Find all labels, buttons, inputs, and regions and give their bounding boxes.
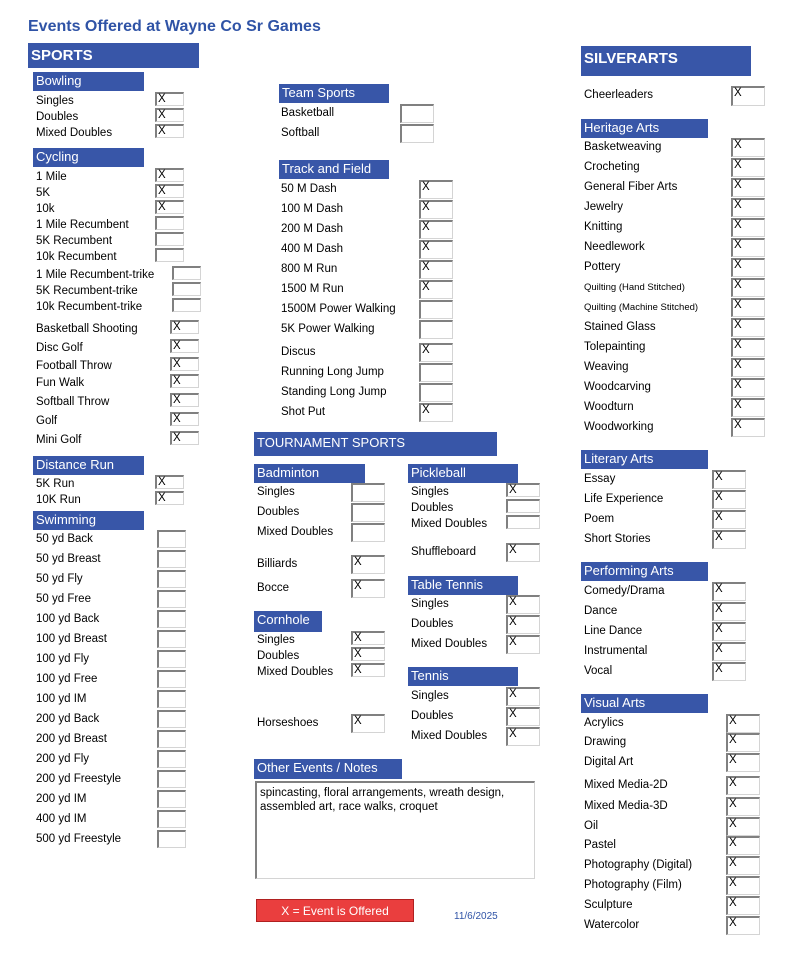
sport-label: Disc Golf [36,342,83,354]
heritage-checkbox[interactable]: X [731,138,765,157]
heritage-checkbox[interactable]: X [731,298,765,317]
heritage-checkbox[interactable]: X [731,178,765,197]
heritage-checkbox[interactable]: X [731,278,765,297]
swimming-label: 100 yd IM [36,693,87,705]
performing-header: Performing Arts [581,562,708,581]
heritage-label: Pottery [584,261,621,273]
literary-checkbox[interactable]: X [712,510,746,529]
cornhole-label: Doubles [257,650,300,662]
tournament-header: TOURNAMENT SPORTS [254,432,497,456]
track-field-label: Standing Long Jump [281,386,387,398]
swimming-checkbox[interactable] [157,650,186,668]
heritage-label: Tolepainting [584,341,646,353]
cycling-checkbox[interactable] [155,216,184,230]
distance-run-checkbox[interactable]: X [155,475,184,489]
cycling-checkbox[interactable]: X [155,184,184,198]
visual-checkbox[interactable]: X [726,856,760,875]
swimming-checkbox[interactable] [157,630,186,648]
visual-checkbox[interactable]: X [726,817,760,836]
visual-header: Visual Arts [581,694,708,713]
bocce-label: Bocce [257,582,289,594]
swimming-checkbox[interactable] [157,750,186,768]
badminton-label: Doubles [257,506,300,518]
pickleball-checkbox[interactable]: X [506,483,540,497]
sport-label: Softball Throw [36,396,110,408]
sport-label: Basketball Shooting [36,323,138,335]
table-tennis-checkbox[interactable]: X [506,595,540,614]
swimming-checkbox[interactable] [157,550,186,568]
heritage-checkbox[interactable]: X [731,418,765,437]
notes-textarea[interactable]: spincasting, floral arrangements, wreath design, assembled art, race walks, croquet [255,781,535,879]
heritage-label: Stained Glass [584,321,656,333]
visual-label: Photography (Digital) [584,859,693,871]
sports-header: SPORTS [28,43,199,68]
cycling-label: 5K Recumbent-trike [36,285,138,297]
bowling-checkbox[interactable]: X [155,108,184,122]
swimming-label: 50 yd Back [36,533,93,545]
sport-label: Football Throw [36,360,112,372]
swimming-checkbox[interactable] [157,710,186,728]
badminton-checkbox[interactable] [351,483,385,502]
heritage-checkbox[interactable]: X [731,338,765,357]
track-field-label: Running Long Jump [281,366,384,378]
tennis-checkbox[interactable]: X [506,687,540,706]
performing-checkbox[interactable]: X [712,642,746,661]
visual-checkbox[interactable]: X [726,733,760,752]
swimming-label: 100 yd Free [36,673,98,685]
heritage-label: Quilting (Hand Stitched) [584,282,685,293]
track-field-label: 800 M Run [281,263,338,275]
silverarts-header: SILVERARTS [581,46,751,76]
tennis-checkbox[interactable]: X [506,727,540,746]
track-field-label: 400 M Dash [281,243,344,255]
swimming-label: 200 yd Freestyle [36,773,122,785]
heritage-checkbox[interactable]: X [731,378,765,397]
track-field-label: 1500 M Run [281,283,344,295]
cycling-checkbox[interactable] [172,266,201,280]
table-tennis-checkbox[interactable]: X [506,635,540,654]
cycling-checkbox[interactable] [172,298,201,312]
tennis-label: Mixed Doubles [411,730,488,742]
sport-checkbox[interactable]: X [170,393,199,407]
distance-run-checkbox[interactable]: X [155,491,184,505]
badminton-header: Badminton [254,464,365,483]
visual-label: Digital Art [584,756,634,768]
heritage-label: General Fiber Arts [584,181,678,193]
page-title: Events Offered at Wayne Co Sr Games [28,18,321,35]
cycling-label: 1 Mile Recumbent-trike [36,269,155,281]
cycling-header: Cycling [33,148,144,167]
tennis-label: Doubles [411,710,454,722]
distance-run-header: Distance Run [33,456,144,475]
literary-checkbox[interactable]: X [712,490,746,509]
bowling-label: Singles [36,95,74,107]
track-field-checkbox[interactable]: X [419,343,453,362]
visual-checkbox[interactable]: X [726,916,760,935]
visual-checkbox[interactable]: X [726,797,760,816]
team-sports-header: Team Sports [279,84,389,103]
cheerleaders-label: Cheerleaders [584,89,654,101]
literary-checkbox[interactable]: X [712,470,746,489]
horseshoes-checkbox[interactable]: X [351,714,385,733]
cycling-checkbox[interactable]: X [155,168,184,182]
swimming-header: Swimming [33,511,144,530]
swimming-label: 200 yd Back [36,713,100,725]
performing-label: Dance [584,605,618,617]
cycling-label: 5K Recumbent [36,235,113,247]
track-field-checkbox[interactable] [419,320,453,339]
swimming-checkbox[interactable] [157,810,186,828]
swimming-label: 100 yd Fly [36,653,90,665]
swimming-label: 50 yd Free [36,593,91,605]
pickleball-label: Mixed Doubles [411,518,488,530]
literary-label: Short Stories [584,533,651,545]
horseshoes-label: Horseshoes [257,717,319,729]
badminton-label: Mixed Doubles [257,526,334,538]
bowling-label: Mixed Doubles [36,127,113,139]
swimming-label: 100 yd Back [36,613,100,625]
swimming-label: 50 yd Fly [36,573,83,585]
bowling-checkbox[interactable]: X [155,124,184,138]
track-field-checkbox[interactable]: X [419,200,453,219]
sport-label: Golf [36,415,58,427]
swimming-label: 200 yd IM [36,793,87,805]
pickleball-checkbox[interactable] [506,515,540,529]
swimming-checkbox[interactable] [157,570,186,588]
shuffleboard-checkbox[interactable]: X [506,543,540,562]
cycling-label: 1 Mile Recumbent [36,219,129,231]
heritage-checkbox[interactable]: X [731,158,765,177]
badminton-label: Singles [257,486,295,498]
heritage-label: Quilting (Machine Stitched) [584,302,699,313]
track-field-label: 5K Power Walking [281,323,375,335]
visual-label: Oil [584,820,599,832]
heritage-checkbox[interactable]: X [731,318,765,337]
visual-checkbox[interactable]: X [726,876,760,895]
visual-label: Mixed Media-3D [584,800,668,812]
visual-label: Mixed Media-2D [584,779,668,791]
visual-label: Watercolor [584,919,640,931]
cornhole-checkbox[interactable]: X [351,647,385,661]
track-field-checkbox[interactable] [419,383,453,402]
heritage-checkbox[interactable]: X [731,358,765,377]
swimming-label: 200 yd Fly [36,753,90,765]
track-field-checkbox[interactable]: X [419,260,453,279]
track-field-label: 1500M Power Walking [281,303,396,315]
team-sports-checkbox[interactable] [400,104,434,123]
distance-run-label: 5K Run [36,478,75,490]
performing-checkbox[interactable]: X [712,582,746,601]
track-field-label: Shot Put [281,406,326,418]
swimming-checkbox[interactable] [157,730,186,748]
track-field-label: Discus [281,346,316,358]
cycling-label: 10k [36,203,55,215]
visual-checkbox[interactable]: X [726,896,760,915]
heritage-checkbox[interactable]: X [731,218,765,237]
bowling-checkbox[interactable]: X [155,92,184,106]
bocce-checkbox[interactable]: X [351,579,385,598]
table-tennis-header: Table Tennis [408,576,518,595]
cycling-checkbox[interactable]: X [155,200,184,214]
swimming-label: 400 yd IM [36,813,87,825]
other-events-header: Other Events / Notes [254,759,402,779]
performing-checkbox[interactable]: X [712,622,746,641]
visual-label: Drawing [584,736,627,748]
performing-checkbox[interactable]: X [712,662,746,681]
heritage-label: Crocheting [584,161,640,173]
performing-label: Vocal [584,665,613,677]
tennis-label: Singles [411,690,449,702]
bowling-label: Doubles [36,111,79,123]
performing-label: Comedy/Drama [584,585,665,597]
swimming-label: 500 yd Freestyle [36,833,122,845]
tennis-checkbox[interactable]: X [506,707,540,726]
badminton-checkbox[interactable] [351,503,385,522]
swimming-checkbox[interactable] [157,590,186,608]
heritage-checkbox[interactable]: X [731,398,765,417]
cornhole-checkbox[interactable]: X [351,663,385,677]
swimming-checkbox[interactable] [157,790,186,808]
shuffleboard-label: Shuffleboard [411,546,477,558]
swimming-label: 200 yd Breast [36,733,107,745]
badminton-checkbox[interactable] [351,523,385,542]
literary-checkbox[interactable]: X [712,530,746,549]
pickleball-checkbox[interactable] [506,499,540,513]
visual-label: Pastel [584,839,616,851]
performing-label: Instrumental [584,645,648,657]
pickleball-label: Doubles [411,502,454,514]
legend-badge: X = Event is Offered [256,899,414,922]
team-sports-label: Basketball [281,107,335,119]
heritage-label: Woodturn [584,401,634,413]
distance-run-label: 10K Run [36,494,81,506]
cycling-label: 10k Recumbent-trike [36,301,143,313]
heritage-label: Woodcarving [584,381,651,393]
visual-checkbox[interactable]: X [726,714,760,733]
sport-checkbox[interactable]: X [170,339,199,353]
cycling-label: 1 Mile [36,171,67,183]
heritage-label: Weaving [584,361,629,373]
swimming-checkbox[interactable] [157,690,186,708]
team-sports-label: Softball [281,127,320,139]
track-field-checkbox[interactable]: X [419,280,453,299]
heritage-label: Woodworking [584,421,654,433]
billiards-label: Billiards [257,558,298,570]
pickleball-header: Pickleball [408,464,518,483]
heritage-label: Needlework [584,241,645,253]
performing-label: Line Dance [584,625,643,637]
sport-checkbox[interactable]: X [170,320,199,334]
pickleball-label: Singles [411,486,449,498]
visual-label: Sculpture [584,899,633,911]
track-field-label: 200 M Dash [281,223,344,235]
table-tennis-label: Mixed Doubles [411,638,488,650]
track-field-checkbox[interactable]: X [419,240,453,259]
sport-checkbox[interactable]: X [170,357,199,371]
table-tennis-label: Doubles [411,618,454,630]
heritage-header: Heritage Arts [581,119,708,138]
swimming-checkbox[interactable] [157,670,186,688]
cornhole-checkbox[interactable]: X [351,631,385,645]
visual-checkbox[interactable]: X [726,776,760,795]
track-field-checkbox[interactable] [419,300,453,319]
table-tennis-label: Singles [411,598,449,610]
cycling-label: 5K [36,187,51,199]
cycling-checkbox[interactable] [172,282,201,296]
cycling-checkbox[interactable] [155,248,184,262]
swimming-checkbox[interactable] [157,830,186,848]
track-field-label: 50 M Dash [281,183,337,195]
sport-checkbox[interactable]: X [170,431,199,445]
track-field-header: Track and Field [279,160,389,179]
team-sports-checkbox[interactable] [400,124,434,143]
track-field-checkbox[interactable]: X [419,180,453,199]
billiards-checkbox[interactable]: X [351,555,385,574]
sport-checkbox[interactable]: X [170,412,199,426]
track-field-checkbox[interactable] [419,363,453,382]
cycling-label: 10k Recumbent [36,251,117,263]
heritage-checkbox[interactable]: X [731,198,765,217]
track-field-label: 100 M Dash [281,203,344,215]
swimming-label: 50 yd Breast [36,553,101,565]
performing-checkbox[interactable]: X [712,602,746,621]
track-field-checkbox[interactable]: X [419,220,453,239]
heritage-label: Jewelry [584,201,623,213]
tennis-header: Tennis [408,667,518,686]
sport-checkbox[interactable]: X [170,374,199,388]
swimming-checkbox[interactable] [157,530,186,548]
sport-label: Fun Walk [36,377,85,389]
heritage-checkbox[interactable]: X [731,238,765,257]
literary-label: Life Experience [584,493,664,505]
bowling-header: Bowling [33,72,144,91]
literary-label: Poem [584,513,615,525]
date-text: 11/6/2025 [454,911,498,922]
heritage-checkbox[interactable]: X [731,258,765,277]
literary-header: Literary Arts [581,450,708,469]
cornhole-header: Cornhole [254,611,322,632]
sport-label: Mini Golf [36,434,82,446]
swimming-checkbox[interactable] [157,610,186,628]
visual-label: Photography (Film) [584,879,682,891]
visual-checkbox[interactable]: X [726,836,760,855]
visual-checkbox[interactable]: X [726,753,760,772]
heritage-label: Knitting [584,221,623,233]
heritage-label: Basketweaving [584,141,662,153]
swimming-label: 100 yd Breast [36,633,107,645]
cornhole-label: Singles [257,634,295,646]
table-tennis-checkbox[interactable]: X [506,615,540,634]
track-field-checkbox[interactable]: X [419,403,453,422]
visual-label: Acrylics [584,717,624,729]
cornhole-label: Mixed Doubles [257,666,334,678]
cheerleaders-checkbox[interactable]: X [731,86,765,106]
cycling-checkbox[interactable] [155,232,184,246]
literary-label: Essay [584,473,616,485]
swimming-checkbox[interactable] [157,770,186,788]
